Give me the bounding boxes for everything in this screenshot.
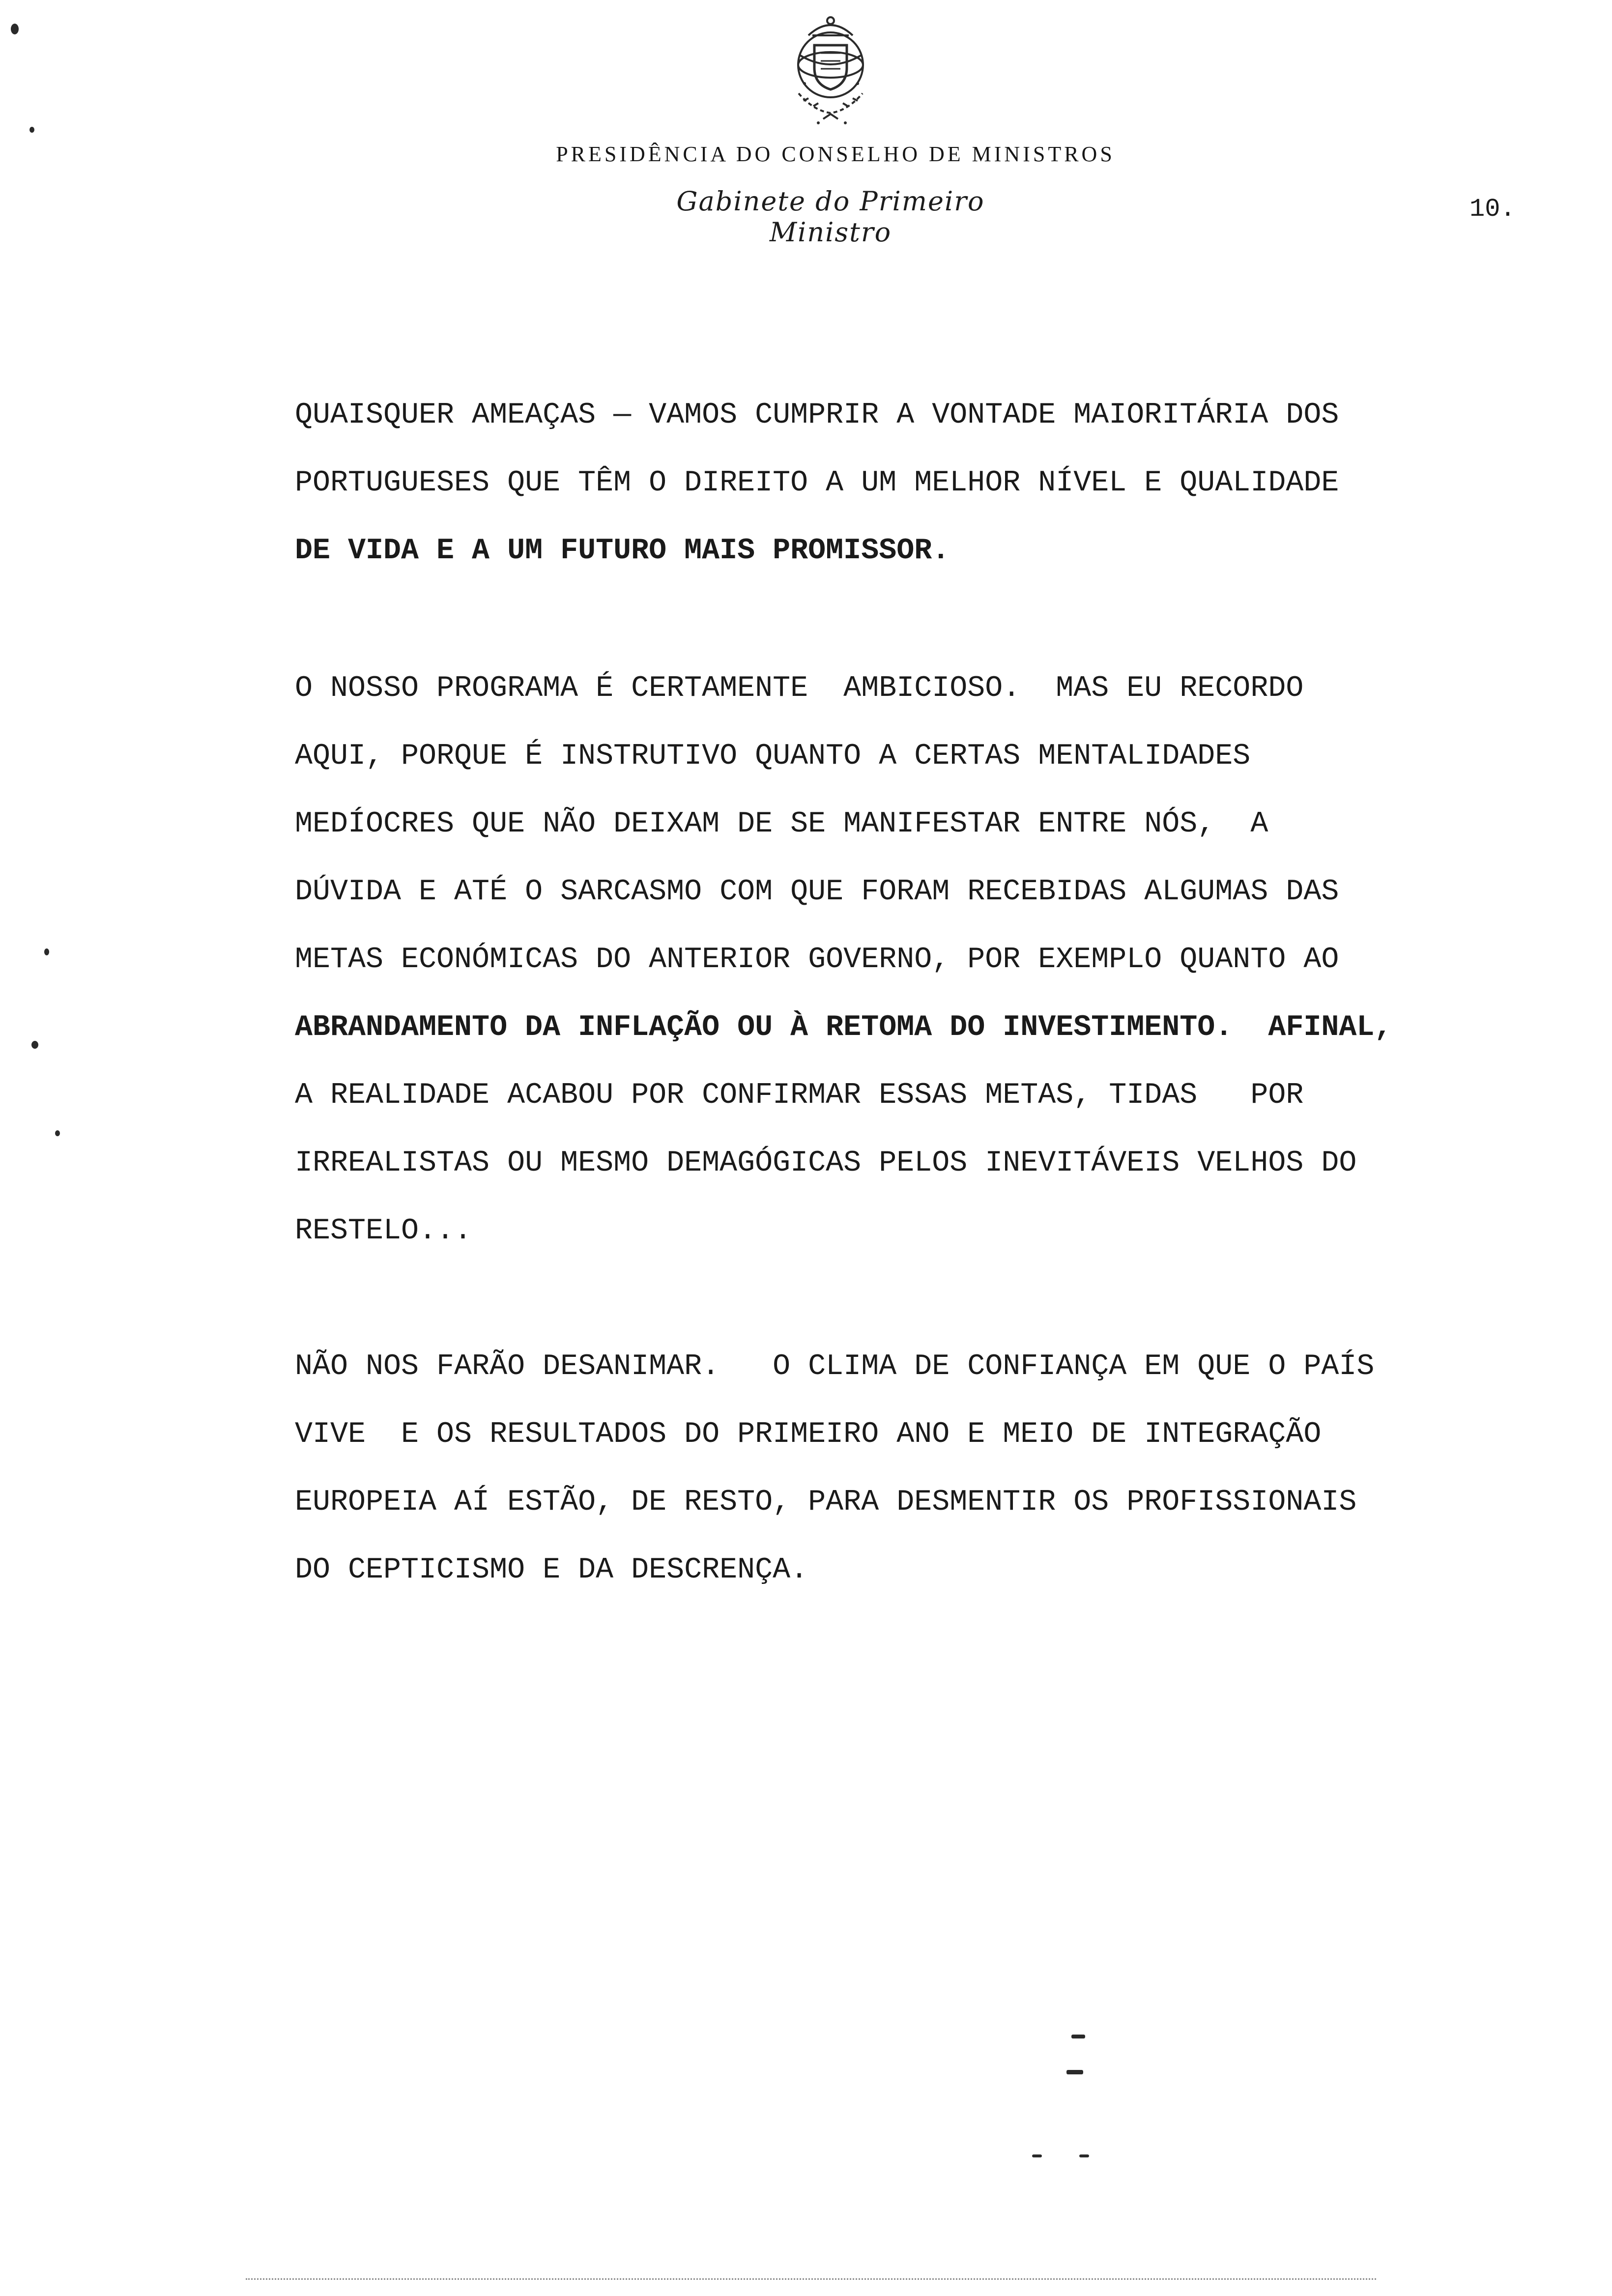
paragraph-line: METAS ECONÓMICAS DO ANTERIOR GOVERNO, POR EXEMPLO QUANTO AO bbox=[295, 943, 1339, 976]
paragraph-line: ABRANDAMENTO DA INFLAÇÃO OU À RETOMA DO INVESTIMENTO. AFINAL, bbox=[295, 1011, 1392, 1044]
scan-speck bbox=[1032, 2154, 1042, 2157]
paragraph-line: DE VIDA E A UM FUTURO MAIS PROMISSOR. bbox=[295, 534, 950, 568]
paragraph-line: O NOSSO PROGRAMA É CERTAMENTE AMBICIOSO. MAS EU RECORDO bbox=[295, 672, 1304, 705]
coat-of-arms-icon bbox=[774, 10, 887, 128]
paragraph-line: RESTELO... bbox=[295, 1214, 472, 1248]
paragraph-line: EUROPEIA AÍ ESTÃO, DE RESTO, PARA DESMENTIR OS PROFISSIONAIS bbox=[295, 1486, 1357, 1519]
paragraph-line: MEDÍOCRES QUE NÃO DEIXAM DE SE MANIFESTAR ENTRE NÓS, A bbox=[295, 807, 1268, 841]
paragraph-1 bbox=[295, 381, 1573, 585]
paragraph-2 bbox=[295, 655, 1573, 1265]
paragraph-line: QUAISQUER AMEAÇAS — VAMOS CUMPRIR A VONTADE MAIORITÁRIA DOS bbox=[295, 399, 1339, 432]
paragraph-line: DÚVIDA E ATÉ O SARCASMO COM QUE FORAM RECEBIDAS ALGUMAS DAS bbox=[295, 875, 1339, 909]
paragraph-line: AQUI, PORQUE É INSTRUTIVO QUANTO A CERTAS MENTALIDADES bbox=[295, 740, 1251, 773]
letterhead-title: PRESIDÊNCIA DO CONSELHO DE MINISTROS bbox=[556, 142, 1115, 166]
scan-speck bbox=[11, 24, 19, 34]
paragraph-line: A REALIDADE ACABOU POR CONFIRMAR ESSAS METAS, TIDAS POR bbox=[295, 1079, 1304, 1112]
scan-speck bbox=[29, 127, 34, 133]
scan-speck bbox=[44, 948, 49, 955]
scan-speck bbox=[31, 1041, 38, 1049]
paragraph-line: DO CEPTICISMO E DA DESCRENÇA. bbox=[295, 1553, 808, 1587]
scan-speck bbox=[1071, 2035, 1085, 2038]
letterhead-subtitle: Gabinete do Primeiro Ministro bbox=[676, 186, 985, 248]
scan-speck bbox=[1079, 2154, 1089, 2157]
page-bottom-edge bbox=[246, 2278, 1376, 2282]
paragraph-3 bbox=[295, 1333, 1573, 1604]
scan-speck bbox=[55, 1130, 60, 1136]
paragraph-line: VIVE E OS RESULTADOS DO PRIMEIRO ANO E MEIO DE INTEGRAÇÃO bbox=[295, 1418, 1322, 1451]
page-number: 10. bbox=[1469, 195, 1516, 224]
paragraph-line: NÃO NOS FARÃO DESANIMAR. O CLIMA DE CONFIANÇA EM QUE O PAÍS bbox=[295, 1350, 1375, 1383]
scan-speck bbox=[1066, 2070, 1083, 2074]
paragraph-line: IRREALISTAS OU MESMO DEMAGÓGICAS PELOS INEVITÁVEIS VELHOS DO bbox=[295, 1147, 1357, 1180]
paragraph-line: PORTUGUESES QUE TÊM O DIREITO A UM MELHOR NÍVEL E QUALIDADE bbox=[295, 466, 1339, 500]
